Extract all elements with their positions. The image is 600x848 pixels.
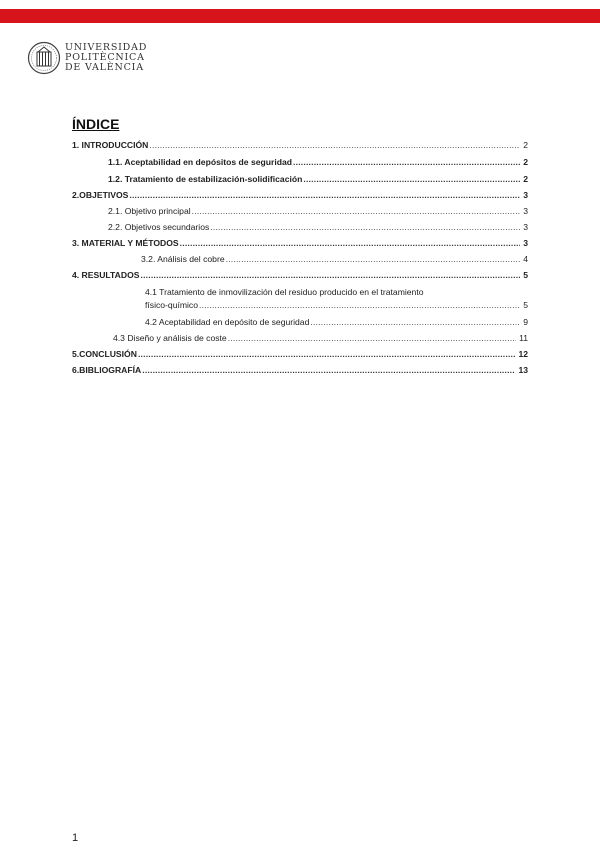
toc-entry-label: 3. MATERIAL Y MÉTODOS xyxy=(72,238,179,248)
toc-entry-label: 5.CONCLUSIÓN xyxy=(72,349,137,359)
toc-entry-page: 9 xyxy=(523,317,528,327)
toc-entry-label: 2.OBJETIVOS xyxy=(72,190,129,200)
toc-entry-label: 3.2. Análisis del cobre xyxy=(141,254,225,264)
toc-entry-label: 4. RESULTADOS xyxy=(72,270,140,280)
toc-leader xyxy=(310,317,520,327)
toc-entry-tratamiento-inmovilizacion[interactable] xyxy=(72,287,528,310)
logo-line-3: DE VALÈNCIA xyxy=(65,62,144,73)
toc-leader xyxy=(180,238,521,248)
toc-entry-aceptabilidad[interactable] xyxy=(72,157,528,167)
toc-leader xyxy=(226,254,521,264)
toc-entry-page: 4 xyxy=(523,254,528,264)
toc-entry-objetivos[interactable] xyxy=(72,190,528,200)
toc-entry-label: 2.2. Objetivos secundarios xyxy=(108,222,210,232)
toc-entry-objetivos-secundarios[interactable] xyxy=(72,222,528,232)
table-of-contents xyxy=(72,140,528,375)
toc-entry-label: 4.3 Diseño y análisis de coste xyxy=(113,333,227,343)
page-number: 1 xyxy=(72,832,79,844)
toc-entry-page: 5 xyxy=(523,270,528,280)
toc-leader xyxy=(303,174,520,184)
toc-leader xyxy=(140,270,520,280)
toc-entry-introduccion[interactable] xyxy=(72,140,528,150)
logo-line-1: UNIVERSIDAD xyxy=(65,42,148,53)
toc-leader xyxy=(142,365,515,375)
university-seal-icon xyxy=(27,40,61,76)
toc-entry-label: 1.2. Tratamiento de estabilización-solidificación xyxy=(108,174,303,184)
toc-entry-page: 12 xyxy=(518,349,528,359)
toc-entry-label: 2.1. Objetivo principal xyxy=(108,206,191,216)
toc-leader xyxy=(129,190,520,200)
toc-entry-bibliografia[interactable] xyxy=(72,365,528,375)
toc-entry-page: 3 xyxy=(523,206,528,216)
toc-entry-label-line-2: físico-químico xyxy=(145,300,199,310)
toc-entry-label: 4.2 Aceptabilidad en depósito de seguridad xyxy=(145,317,310,327)
toc-leader xyxy=(210,222,520,232)
toc-entry-page: 3 xyxy=(523,238,528,248)
toc-entry-conclusion[interactable] xyxy=(72,349,528,359)
toc-leader xyxy=(228,333,516,343)
toc-leader xyxy=(138,349,516,359)
toc-entry-objetivo-principal[interactable] xyxy=(72,206,528,216)
toc-entry-label: 6.BIBLIOGRAFÍA xyxy=(72,365,142,375)
toc-entry-label-line-1: 4.1 Tratamiento de inmovilización del residuo producido en el tratamiento xyxy=(145,287,424,297)
toc-entry-diseno-coste[interactable] xyxy=(72,333,528,343)
toc-entry-tratamiento-estabilizacion[interactable] xyxy=(72,174,528,184)
toc-entry-page: 3 xyxy=(523,222,528,232)
toc-leader xyxy=(149,140,520,150)
toc-entry-page: 3 xyxy=(523,190,528,200)
toc-entry-material-metodos[interactable] xyxy=(72,238,528,248)
toc-title: ÍNDICE xyxy=(72,116,120,132)
toc-entry-resultados[interactable] xyxy=(72,270,528,280)
toc-entry-page: 13 xyxy=(518,365,528,375)
toc-entry-label: 1. INTRODUCCIÓN xyxy=(72,140,149,150)
logo-line-2: POLITÈCNICA xyxy=(65,52,145,63)
toc-entry-page: 11 xyxy=(519,333,528,343)
toc-entry-page: 5 xyxy=(523,300,528,310)
toc-leader xyxy=(192,206,521,216)
university-logo xyxy=(27,40,147,76)
toc-entry-aceptabilidad-deposito[interactable] xyxy=(72,317,528,327)
toc-entry-analisis-cobre[interactable] xyxy=(72,254,528,264)
header-red-bar xyxy=(0,9,600,23)
toc-leader xyxy=(293,157,520,167)
toc-leader xyxy=(199,300,520,310)
toc-entry-page: 2 xyxy=(523,140,528,150)
toc-entry-page: 2 xyxy=(523,157,528,167)
toc-entry-page: 2 xyxy=(523,174,528,184)
toc-entry-label: 1.1. Aceptabilidad en depósitos de seguridad xyxy=(108,157,293,167)
